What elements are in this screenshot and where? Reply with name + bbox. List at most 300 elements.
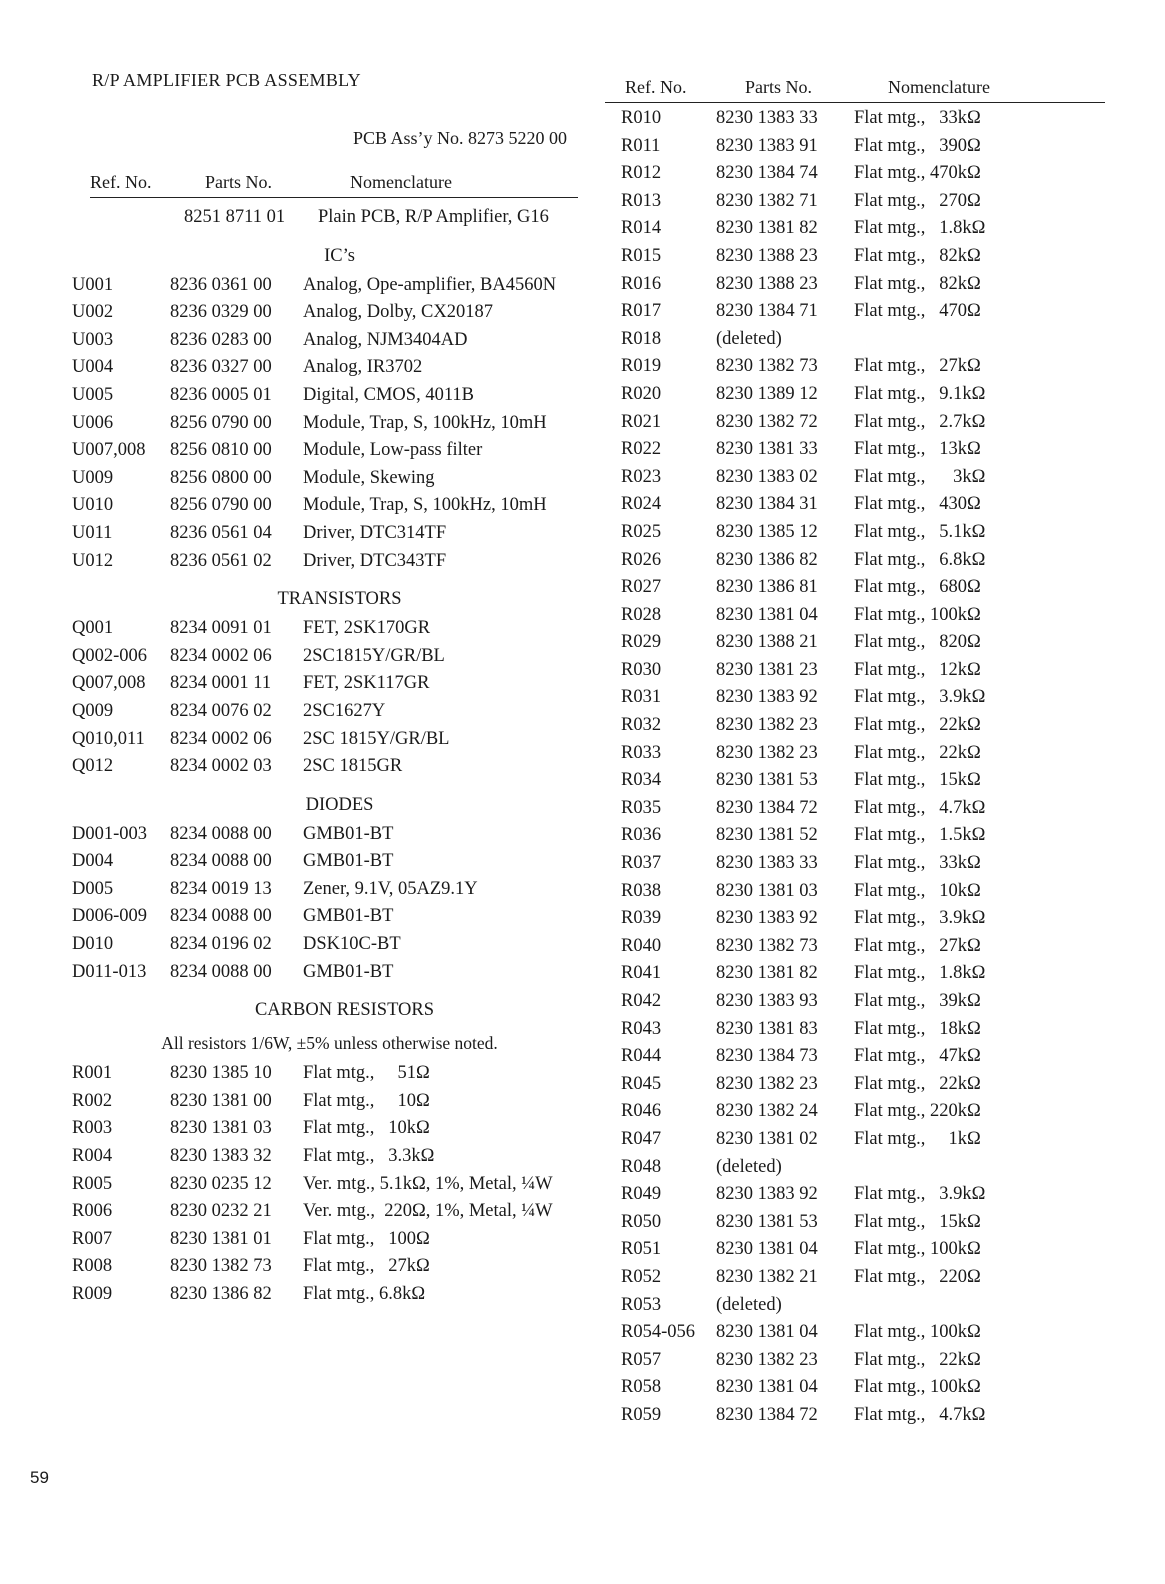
nomenclature: Analog, NJM3404AD	[303, 329, 468, 350]
part-no: 8230 1388 21	[716, 632, 818, 653]
nomenclature: Module, Skewing	[303, 467, 435, 488]
ref-no: U007,008	[72, 440, 146, 461]
part-no: 8234 0002 03	[170, 756, 272, 777]
section-title: DIODES	[305, 794, 374, 815]
table-row	[72, 959, 587, 987]
nomenclature: GMB01-BT	[303, 823, 394, 844]
table-row	[621, 381, 1110, 409]
ref-no: D004	[72, 851, 114, 872]
ref-no: R003	[72, 1118, 113, 1139]
ref-no: R020	[621, 383, 662, 404]
ref-no: Q001	[72, 618, 114, 639]
nomenclature: Flat mtg., 390Ω	[854, 135, 981, 156]
ref-no: R018	[621, 328, 662, 349]
part-no: 8236 0561 02	[170, 550, 272, 571]
part-no: 8230 1384 71	[716, 301, 818, 322]
part-no: 8230 1388 23	[716, 245, 818, 266]
part-no: 8230 1382 23	[716, 1073, 818, 1094]
part-no: 8230 1383 33	[716, 108, 818, 128]
page-title: R/P AMPLIFIER PCB ASSEMBLY	[92, 70, 361, 90]
part-no: 8230 1381 53	[716, 770, 818, 791]
nomenclature: Flat mtg., 27kΩ	[854, 356, 981, 377]
nomenclature: Flat mtg., 220Ω	[854, 1266, 981, 1287]
part-no: 8230 1382 73	[170, 1256, 272, 1277]
ref-no: U006	[72, 412, 114, 433]
ref-no: R050	[621, 1211, 662, 1232]
header-nomenclature: Nomenclature	[350, 172, 452, 192]
nomenclature: Flat mtg., 33kΩ	[854, 853, 981, 874]
nomenclature: Flat mtg., 13kΩ	[854, 439, 981, 460]
table-row	[72, 1226, 587, 1254]
part-no: 8236 0283 00	[170, 329, 272, 350]
table-row	[72, 1198, 587, 1226]
ref-no: R026	[621, 549, 662, 570]
part-no: 8234 0001 11	[170, 673, 272, 694]
table-row	[621, 1209, 1110, 1237]
table-row	[621, 105, 1110, 133]
part-no: 8230 1381 23	[716, 659, 818, 680]
nomenclature: Flat mtg., 3.9kΩ	[854, 687, 986, 708]
left-table-header	[90, 172, 578, 198]
page-number: 59	[30, 1468, 49, 1487]
ref-no: Q002-006	[72, 645, 148, 666]
ref-no: U010	[72, 495, 114, 516]
part-no: 8230 1382 71	[716, 190, 818, 211]
table-row	[621, 878, 1110, 906]
nomenclature: Driver, DTC343TF	[303, 550, 447, 571]
ref-no: Q012	[72, 756, 114, 777]
ref-no: R045	[621, 1073, 662, 1094]
ref-no	[72, 204, 184, 232]
part-no: 8230 1381 82	[716, 963, 818, 984]
ref-no: R017	[621, 301, 662, 322]
part-no: 8234 0088 00	[170, 906, 272, 927]
part-no: 8230 1386 82	[716, 549, 818, 570]
table-row	[621, 1098, 1110, 1126]
table-row	[621, 905, 1110, 933]
table-row	[72, 643, 587, 671]
nomenclature: Flat mtg., 15kΩ	[854, 1211, 981, 1232]
ref-no: Q010,011	[72, 728, 145, 749]
part-no: 8230 1384 74	[716, 163, 818, 184]
ref-no: R043	[621, 1018, 662, 1039]
table-row	[72, 848, 587, 876]
ref-no: R048	[621, 1156, 662, 1177]
ref-no: R059	[621, 1404, 662, 1425]
nomenclature: Flat mtg., 10kΩ	[303, 1118, 430, 1139]
table-row	[621, 795, 1110, 823]
table-row	[72, 876, 587, 904]
ref-no: R022	[621, 439, 662, 460]
nomenclature: Flat mtg., 1.5kΩ	[854, 825, 986, 846]
nomenclature: Flat mtg., 430Ω	[854, 494, 981, 515]
part-no: 8230 1388 23	[716, 273, 818, 294]
table-row	[621, 1374, 1110, 1402]
ref-no: R007	[72, 1228, 113, 1249]
ref-no: U004	[72, 357, 114, 378]
nomenclature: 2SC 1815Y/GR/BL	[303, 728, 450, 749]
part-no: 8230 1386 82	[170, 1284, 272, 1304]
table-row	[621, 436, 1110, 464]
table-row	[621, 491, 1110, 519]
table-row	[72, 354, 587, 382]
right-column	[605, 77, 1110, 1430]
nomenclature: Flat mtg., 22kΩ	[854, 1073, 981, 1094]
section-title: IC’s	[324, 245, 355, 266]
part-no: 8234 0002 06	[170, 645, 272, 666]
nomenclature: Flat mtg., 18kΩ	[854, 1018, 981, 1039]
table-row	[621, 574, 1110, 602]
ref-no: R011	[621, 135, 661, 156]
part-no: 8230 1381 82	[716, 218, 818, 239]
part-no: 8230 1383 92	[716, 1184, 818, 1205]
ref-no: R041	[621, 963, 662, 984]
table-row	[621, 298, 1110, 326]
nomenclature: Ver. mtg., 5.1kΩ, 1%, Metal, ¼W	[303, 1173, 553, 1194]
nomenclature: Driver, DTC314TF	[303, 522, 447, 543]
part-no: 8230 1381 04	[716, 604, 818, 625]
part-no: 8230 1381 04	[716, 1377, 818, 1398]
table-row	[621, 1181, 1110, 1209]
part-no: 8230 1382 72	[716, 411, 818, 432]
part-no: 8230 1381 53	[716, 1211, 818, 1232]
ref-no: R021	[621, 411, 662, 432]
nomenclature: 2SC1627Y	[303, 700, 386, 721]
ref-no: R035	[621, 797, 662, 818]
ref-no: R024	[621, 494, 662, 515]
nomenclature: Flat mtg., 100kΩ	[854, 1377, 981, 1398]
part-no: 8230 1381 03	[170, 1118, 272, 1139]
table-row	[72, 299, 587, 327]
part-no: 8230 1381 33	[716, 439, 818, 460]
nomenclature: 2SC1815Y/GR/BL	[303, 645, 445, 666]
part-no: 8230 0235 12	[170, 1173, 272, 1194]
nomenclature: Flat mtg., 15kΩ	[854, 770, 981, 791]
part-no: 8230 1381 83	[716, 1018, 818, 1039]
table-row	[72, 382, 587, 410]
table-row	[72, 726, 587, 754]
part-no: 8230 1384 72	[716, 1404, 818, 1425]
ref-no: D001-003	[72, 823, 148, 844]
table-row	[621, 464, 1110, 492]
part-no: 8230 1383 93	[716, 991, 818, 1011]
nomenclature: Flat mtg., 100kΩ	[854, 604, 981, 625]
ref-no: D010	[72, 934, 114, 955]
table-row	[72, 1115, 587, 1143]
ref-no: U009	[72, 467, 114, 488]
ref-no: R032	[621, 715, 662, 736]
nomenclature: Flat mtg., 82kΩ	[854, 273, 981, 294]
table-row	[621, 1043, 1110, 1071]
ref-no: R025	[621, 521, 662, 542]
part-no: 8230 1383 92	[716, 908, 818, 929]
nomenclature: Flat mtg., 22kΩ	[854, 715, 981, 736]
table-row	[72, 272, 587, 300]
part-no: 8256 0810 00	[170, 440, 272, 461]
carbon-section-title: CARBON RESISTORS	[254, 1000, 435, 1021]
ref-no: R019	[621, 356, 662, 377]
nomenclature: FET, 2SK170GR	[303, 618, 431, 639]
ref-no: R030	[621, 659, 662, 680]
ref-no: R010	[621, 108, 662, 128]
table-row	[621, 960, 1110, 988]
ref-no: R015	[621, 245, 662, 266]
table-row	[621, 684, 1110, 712]
table-row	[621, 1236, 1110, 1264]
nomenclature: Flat mtg., 33kΩ	[854, 108, 981, 128]
ref-no: R008	[72, 1256, 113, 1277]
part-no: 8230 1382 24	[716, 1101, 818, 1122]
table-row	[621, 243, 1110, 271]
ref-no: U005	[72, 384, 114, 405]
ref-no: R029	[621, 632, 662, 653]
ref-no: R006	[72, 1201, 113, 1222]
ref-no: R046	[621, 1101, 662, 1122]
table-row	[72, 1171, 587, 1199]
table-row	[72, 615, 587, 643]
part-no: (deleted)	[716, 328, 782, 349]
nomenclature: Zener, 9.1V, 05AZ9.1Y	[303, 878, 478, 899]
table-row	[621, 988, 1110, 1016]
ref-no: U001	[72, 274, 114, 295]
nomenclature: Flat mtg., 3.9kΩ	[854, 908, 986, 929]
table-row	[72, 327, 587, 355]
ref-no: R042	[621, 991, 662, 1011]
part-no: 8230 1383 33	[716, 853, 818, 874]
nomenclature: Flat mtg., 680Ω	[854, 577, 981, 598]
part-no: 8234 0088 00	[170, 823, 272, 844]
nomenclature: Analog, Dolby, CX20187	[303, 302, 493, 323]
header-ref: Ref. No.	[625, 77, 687, 97]
part-no: 8230 1382 73	[716, 935, 818, 956]
ref-no: R038	[621, 880, 662, 901]
nomenclature: Flat mtg., 22kΩ	[854, 1349, 981, 1370]
nomenclature: Analog, Ope-amplifier, BA4560N	[303, 274, 557, 295]
nomenclature: Flat mtg., 3kΩ	[854, 466, 986, 487]
part-no: 8230 1381 01	[170, 1228, 272, 1249]
table-row	[72, 931, 587, 959]
part-no: 8256 0790 00	[170, 412, 272, 433]
nomenclature: GMB01-BT	[303, 961, 394, 982]
ref-no: R031	[621, 687, 662, 708]
part-no: 8234 0019 13	[170, 878, 272, 899]
assembly-number: PCB Ass’y No. 8273 5220 00	[352, 128, 567, 148]
part-no: 8230 1385 10	[170, 1063, 272, 1084]
ref-no: R039	[621, 908, 662, 929]
ref-no: R037	[621, 853, 662, 874]
ref-no: R028	[621, 604, 662, 625]
table-row	[621, 409, 1110, 437]
ref-no: R047	[621, 1128, 662, 1149]
nomenclature: FET, 2SK117GR	[303, 673, 430, 694]
table-row	[621, 133, 1110, 161]
part-no: 8236 0327 00	[170, 357, 272, 378]
table-row	[621, 822, 1110, 850]
part-no: 8230 1383 91	[716, 135, 818, 156]
nomenclature: Flat mtg., 51Ω	[303, 1063, 430, 1084]
table-row	[621, 1347, 1110, 1375]
nomenclature: Flat mtg., 100kΩ	[854, 1322, 981, 1343]
ref-no: R023	[621, 466, 662, 487]
nomenclature: Flat mtg., 1.8kΩ	[854, 218, 986, 239]
nomenclature: Plain PCB, R/P Amplifier, G16	[318, 207, 549, 227]
table-row	[621, 602, 1110, 630]
ref-no: R001	[72, 1063, 113, 1084]
part-no: 8236 0005 01	[170, 384, 272, 405]
carbon-rows	[72, 1060, 587, 1308]
ref-no: R033	[621, 742, 662, 763]
section-title: TRANSISTORS	[277, 589, 402, 610]
part-no: 8230 1389 12	[716, 383, 818, 404]
nomenclature: Flat mtg., 4.7kΩ	[854, 797, 986, 818]
ref-no: R027	[621, 577, 662, 598]
table-row	[72, 1088, 587, 1116]
ref-no: R040	[621, 935, 662, 956]
ref-no: R012	[621, 163, 662, 184]
table-row	[72, 753, 587, 781]
nomenclature: Flat mtg., 1.8kΩ	[854, 963, 986, 984]
table-row	[621, 740, 1110, 768]
part-no: 8256 0800 00	[170, 467, 272, 488]
nomenclature: Flat mtg., 470Ω	[854, 301, 981, 322]
nomenclature: Analog, IR3702	[303, 357, 423, 378]
nomenclature: Flat mtg., 10kΩ	[854, 880, 981, 901]
nomenclature: Flat mtg., 12kΩ	[854, 659, 981, 680]
ref-no: R049	[621, 1184, 662, 1205]
table-row	[72, 670, 587, 698]
part-no: 8230 1382 23	[716, 715, 818, 736]
ref-no: Q009	[72, 700, 114, 721]
nomenclature: Flat mtg., 1kΩ	[854, 1128, 981, 1149]
nomenclature: Module, Low-pass filter	[303, 440, 483, 461]
table-row	[72, 548, 587, 576]
nomenclature: DSK10C-BT	[303, 934, 401, 955]
part-no: 8230 0232 21	[170, 1201, 272, 1222]
table-row	[621, 1126, 1110, 1154]
part-no: 8230 1382 23	[716, 1349, 818, 1370]
table-row	[72, 1253, 587, 1281]
ref-no: U003	[72, 329, 114, 350]
nomenclature: Flat mtg., 5.1kΩ	[854, 521, 986, 542]
ref-no: R013	[621, 190, 662, 211]
table-row	[621, 215, 1110, 243]
nomenclature: Flat mtg., 82kΩ	[854, 245, 981, 266]
carbon-note: All resistors 1/6W, ±5% unless otherwise noted.	[161, 1033, 498, 1054]
ref-no: R054-056	[621, 1322, 695, 1343]
nomenclature: Flat mtg., 820Ω	[854, 632, 981, 653]
table-row	[72, 821, 587, 849]
table-row	[72, 437, 587, 465]
nomenclature: Flat mtg., 3.9kΩ	[854, 1184, 986, 1205]
ref-no: R005	[72, 1173, 113, 1194]
part-no: 8234 0196 02	[170, 934, 272, 955]
part-no: 8230 1381 52	[716, 825, 818, 846]
header-ref: Ref. No.	[90, 172, 152, 192]
part-no: 8234 0002 06	[170, 728, 272, 749]
part-no: 8230 1382 73	[716, 356, 818, 377]
ref-no: D006-009	[72, 906, 148, 927]
ref-no: R014	[621, 218, 662, 239]
ref-no: R052	[621, 1266, 662, 1287]
part-no: 8236 0561 04	[170, 522, 272, 543]
part-no: 8230 1383 02	[716, 466, 818, 487]
ref-no: R034	[621, 770, 662, 791]
table-row	[72, 410, 587, 438]
nomenclature: Flat mtg., 470kΩ	[854, 163, 981, 184]
table-row	[72, 1281, 587, 1309]
part-no: 8230 1384 72	[716, 797, 818, 818]
table-row	[72, 698, 587, 726]
ref-no: R057	[621, 1349, 662, 1370]
table-row	[621, 188, 1110, 216]
part-no: 8230 1381 04	[716, 1322, 818, 1343]
part-no: 8230 1385 12	[716, 521, 818, 542]
part-no: (deleted)	[716, 1156, 782, 1177]
ref-no: D005	[72, 878, 114, 899]
table-row	[621, 1264, 1110, 1292]
nomenclature: Flat mtg., 6.8kΩ	[303, 1284, 426, 1304]
right-table-header	[605, 77, 1105, 103]
table-row	[621, 767, 1110, 795]
part-no: 8234 0088 00	[170, 851, 272, 872]
table-row	[621, 353, 1110, 381]
table-row	[621, 1071, 1110, 1099]
table-row	[72, 520, 587, 548]
table-row	[72, 492, 587, 520]
nomenclature: 2SC 1815GR	[303, 756, 403, 777]
part-no: 8230 1383 32	[170, 1146, 272, 1167]
nomenclature: Ver. mtg., 220Ω, 1%, Metal, ¼W	[303, 1201, 553, 1222]
table-row	[621, 657, 1110, 685]
left-column	[72, 70, 587, 1309]
nomenclature: Module, Trap, S, 100kHz, 10mH	[303, 495, 547, 516]
part-no: 8234 0076 02	[170, 700, 272, 721]
part-no: (deleted)	[716, 1294, 782, 1315]
part-no: 8236 0329 00	[170, 302, 272, 323]
nomenclature: Flat mtg., 39kΩ	[854, 991, 981, 1011]
ref-no: R044	[621, 1046, 662, 1067]
header-nomenclature: Nomenclature	[888, 77, 990, 97]
part-no: 8234 0091 01	[170, 618, 272, 639]
left-sections	[72, 232, 587, 987]
part-no: 8230 1381 04	[716, 1239, 818, 1260]
ref-no: R016	[621, 273, 662, 294]
table-row	[72, 903, 587, 931]
part-no: 8256 0790 00	[170, 495, 272, 516]
part-no: 8230 1384 31	[716, 494, 818, 515]
part-no: 8230 1383 92	[716, 687, 818, 708]
table-row	[621, 271, 1110, 299]
part-no: 8230 1386 81	[716, 577, 818, 598]
header-parts: Parts No.	[205, 172, 272, 192]
table-row	[621, 1402, 1110, 1430]
ref-no: U011	[72, 522, 113, 543]
nomenclature: GMB01-BT	[303, 851, 394, 872]
ref-no: Q007,008	[72, 673, 146, 694]
ref-no: U012	[72, 550, 114, 571]
part-no: 8230 1382 21	[716, 1266, 818, 1287]
nomenclature: Flat mtg., 9.1kΩ	[854, 383, 986, 404]
part-no: 8230 1384 73	[716, 1046, 818, 1067]
ref-no: R051	[621, 1239, 662, 1260]
nomenclature: Flat mtg., 100Ω	[303, 1228, 430, 1249]
table-row	[621, 1292, 1110, 1320]
table-row	[621, 629, 1110, 657]
ref-no: R004	[72, 1146, 113, 1167]
table-row	[621, 519, 1110, 547]
part-no: 8236 0361 00	[170, 274, 272, 295]
nomenclature: Flat mtg., 100kΩ	[854, 1239, 981, 1260]
